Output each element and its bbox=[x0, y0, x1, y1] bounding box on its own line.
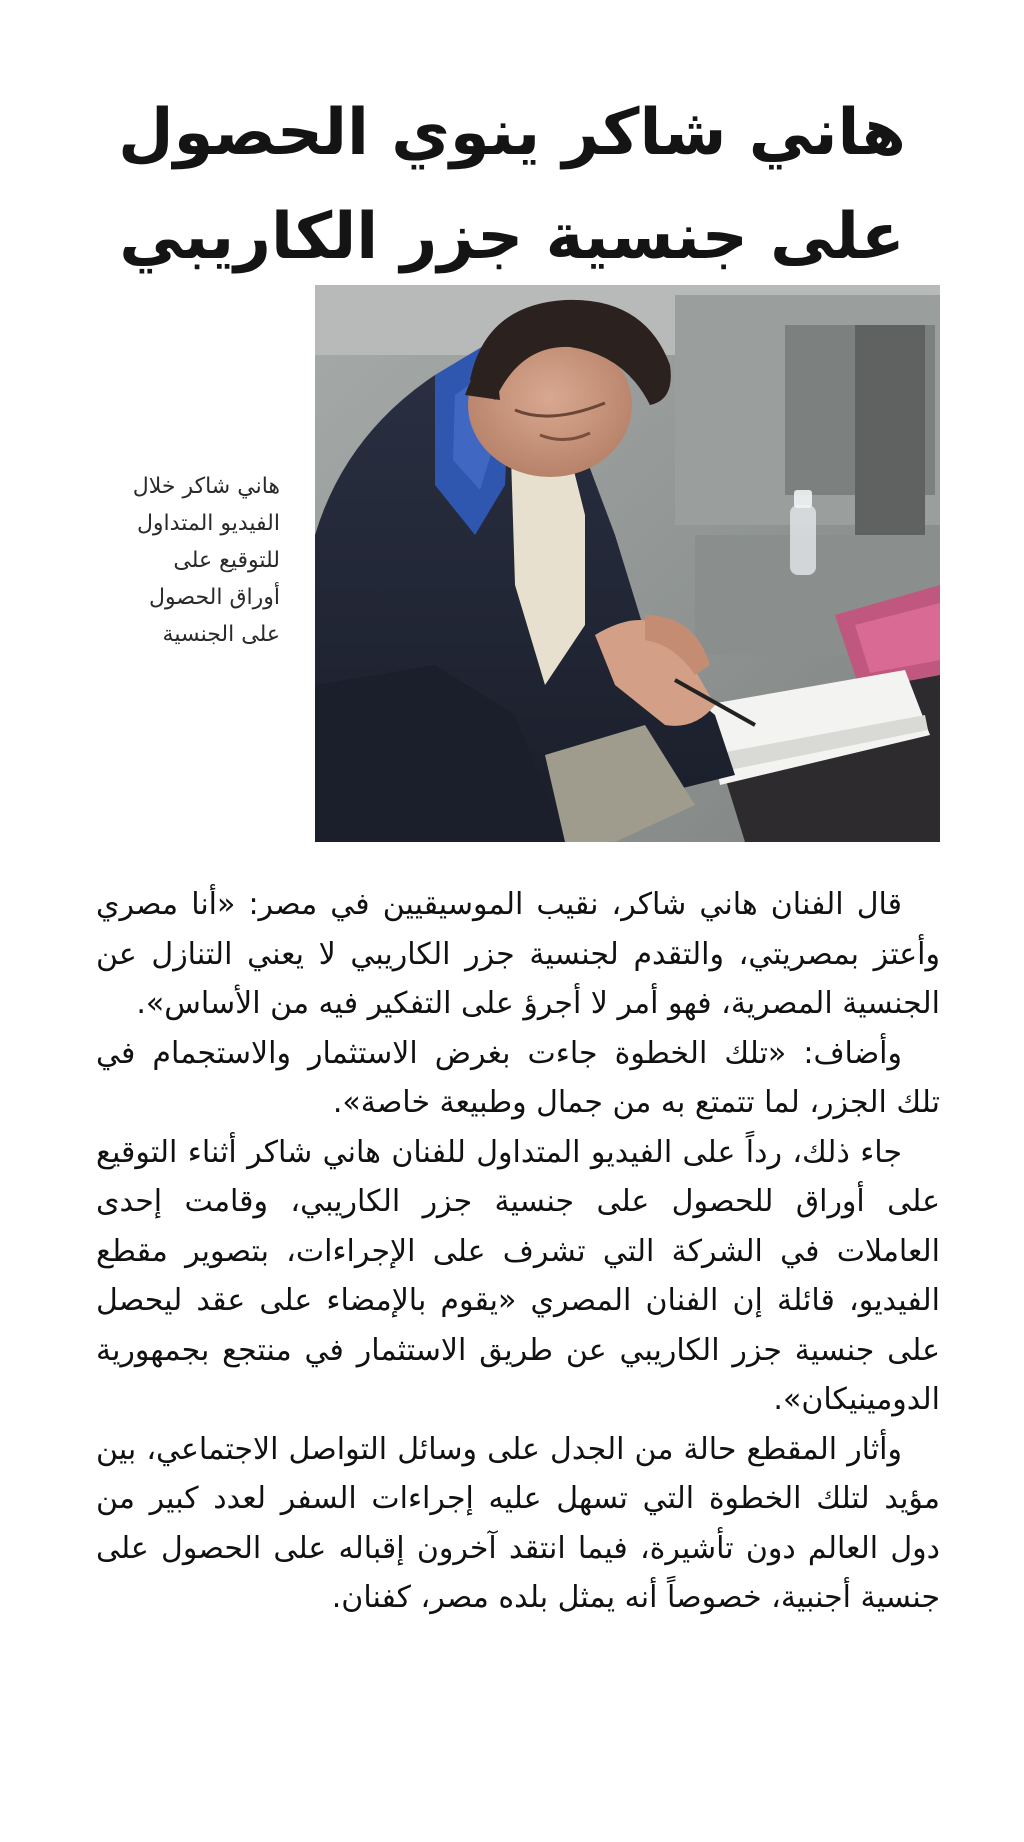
body-paragraph-1: قال الفنان هاني شاكر، نقيب الموسيقيين في مصر: «أنا مصري وأعتز بمصريتي، والتقدم لجنسية جزر الكاريبي لا يعني التنازل عن الجنسية المصرية، فهو أمر لا أجرؤ على التفكير فيه من الأساس». bbox=[96, 887, 940, 1021]
photo-caption bbox=[100, 468, 280, 653]
body-paragraph-2: وأضاف: «تلك الخطوة جاءت بغرض الاستثمار والاستجمام في تلك الجزر، لما تتمتع به من جمال وطبيعة خاصة». bbox=[96, 1035, 940, 1120]
caption-line: الفيديو المتداول bbox=[136, 511, 280, 536]
caption-line: على الجنسية bbox=[162, 622, 280, 647]
article-body bbox=[96, 880, 940, 1623]
headline bbox=[100, 81, 924, 289]
headline-line-2: على جنسية جزر الكاريبي bbox=[119, 199, 905, 274]
caption-line: هاني شاكر خلال bbox=[132, 474, 280, 499]
headline-line-1: هاني شاكر ينوي الحصول bbox=[118, 95, 906, 170]
body-paragraph-4: وأثار المقطع حالة من الجدل على وسائل التواصل الاجتماعي، بين مؤيد لتلك الخطوة التي تسهل عليه إجراءات السفر لعدد كبير من دول العالم دون تأشيرة، فيما انتقد آخرون إقباله على الحصول على جنسية أجنبية، خصوصاً أنه يمثل بلده مصر، كفنان. bbox=[96, 1431, 940, 1615]
caption-line: للتوقيع على bbox=[173, 548, 280, 573]
body-paragraph-3: جاء ذلك، رداً على الفيديو المتداول للفنان هاني شاكر أثناء التوقيع على أوراق للحصول على جنسية جزر الكاريبي، وقامت إحدى العاملات في الشركة التي تشرف على الإجراءات، بتصوير مقطع الفيديو، قائلة إن الفنان المصري «يقوم بالإمضاء على عقد ليحصل على جنسية جزر الكاريبي عن طريق الاستثمار في منتجع بجمهورية الدومينيكان». bbox=[96, 1134, 940, 1417]
caption-line: أوراق الحصول bbox=[149, 585, 280, 610]
article-photo bbox=[315, 285, 940, 842]
photo-illustration bbox=[315, 285, 940, 842]
